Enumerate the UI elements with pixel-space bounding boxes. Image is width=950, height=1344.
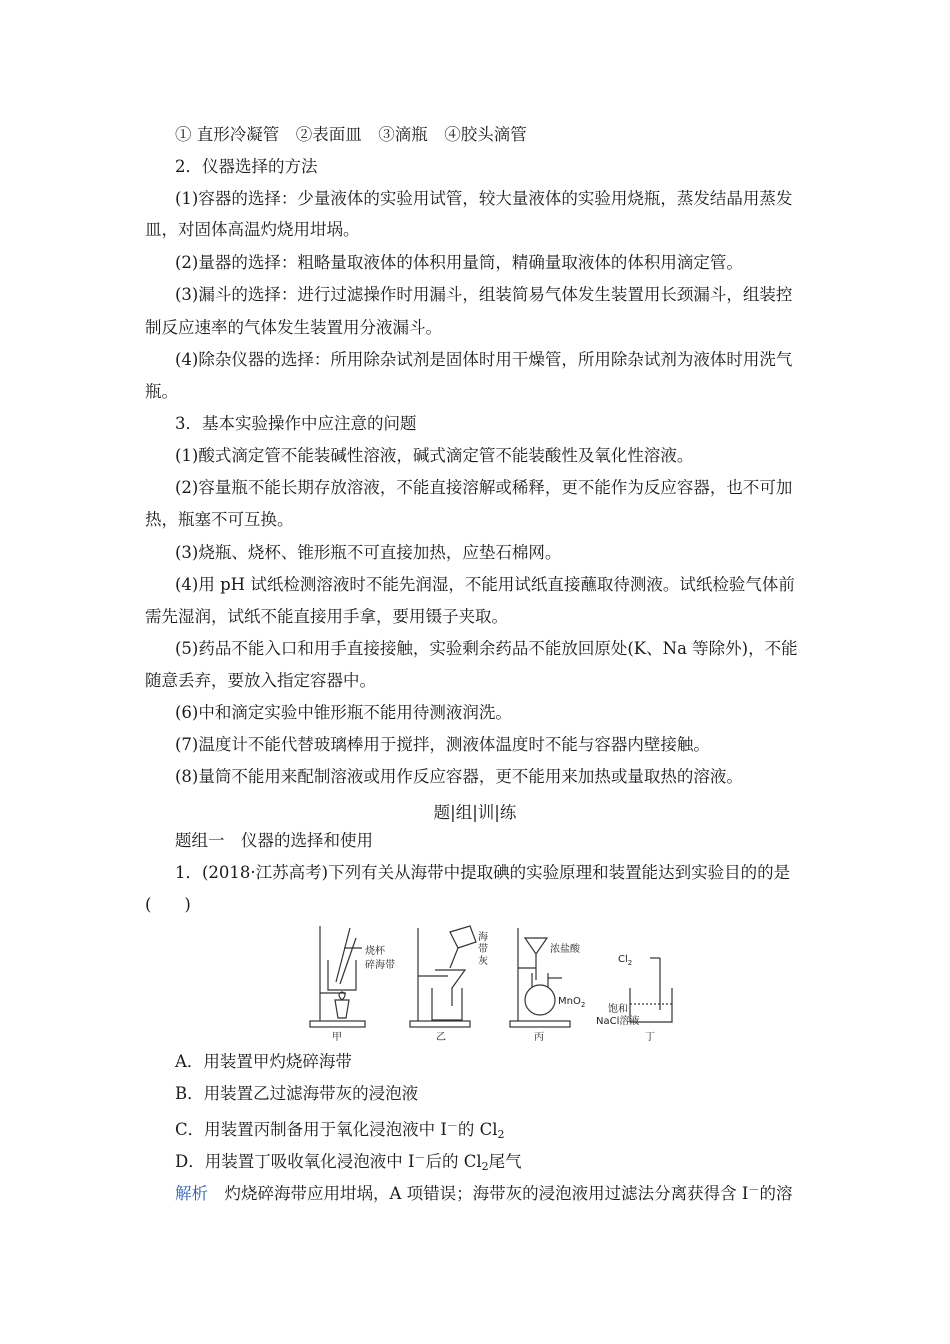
analysis-line: 解析 灼烧碎海带应用坩埚，A 项错误；海带灰的浸泡液用过滤法分离获得含 I－的溶 xyxy=(175,1183,793,1203)
text-line: (3)漏斗的选择：进行过滤操作时用漏斗，组装简易气体发生装置用长颈漏斗，组装控 xyxy=(175,285,793,304)
jia-base xyxy=(310,1021,365,1027)
text-line: 瓶。 xyxy=(145,382,178,401)
text-line: ① 直形冷凝管 ②表面皿 ③滴瓶 ④胶头滴管 xyxy=(175,125,527,144)
text-line: (3)烧瓶、烧杯、锥形瓶不可直接加热，应垫石棉网。 xyxy=(175,543,562,562)
label-bing: 丙 xyxy=(534,1032,544,1043)
text-line: (6)中和滴定实验中锥形瓶不能用待测液润洗。 xyxy=(175,703,512,722)
label-mno2: MnO$_2$ xyxy=(558,996,586,1009)
text-line: (5)药品不能入口和用手直接接触，实验剩余药品不能放回原处(K、Na 等除外)，不能 xyxy=(175,639,798,658)
label-cl2: $Cl_2$ xyxy=(618,954,633,967)
label-seaweed: 碎海带 xyxy=(365,960,395,971)
group-title: 题组一 仪器的选择和使用 xyxy=(175,831,373,850)
label-ash-2: 带 xyxy=(478,944,488,955)
text-line: (8)量筒不能用来配制溶液或用作反应容器，更不能用来加热或量取热的溶液。 xyxy=(175,767,743,786)
label-sat-1: 饱和 xyxy=(608,1004,628,1015)
apparatus-figure xyxy=(300,918,680,1043)
option-a: A．用装置甲灼烧碎海带 xyxy=(175,1052,352,1071)
label-ash-1: 海 xyxy=(478,932,488,943)
heading-2: 2．仪器选择的方法 xyxy=(175,157,318,176)
bing-sep-funnel xyxy=(525,938,547,954)
analysis-label: 解析 xyxy=(175,1184,208,1203)
text-line: (1)容器的选择：少量液体的实验用试管，较大量液体的实验用烧瓶，蒸发结晶用蒸发 xyxy=(175,189,793,208)
bing-flask xyxy=(525,985,555,1015)
text-line: 随意丢弃，要放入指定容器中。 xyxy=(145,671,376,690)
question-stem: 1．(2018·江苏高考)下列有关从海带中提取碘的实验原理和装置能达到实验目的的是 xyxy=(175,863,791,882)
label-ash-3: 灰 xyxy=(478,956,488,967)
option-d: D．用装置丁吸收氧化浸泡液中 I－后的 $Cl_2$尾气 xyxy=(175,1151,522,1173)
text-line: 制反应速率的气体发生装置用分液漏斗。 xyxy=(145,318,442,337)
label-beaker: 烧杯 xyxy=(365,946,385,957)
text-line: (2)量器的选择：粗略量取液体的体积用量筒，精确量取液体的体积用滴定管。 xyxy=(175,253,743,272)
text-line: (4)用 pH 试纸检测溶液时不能先润湿，不能用试纸直接蘸取待测液。试纸检验气体前 xyxy=(175,575,795,594)
section-heading: 题|组|训|练 xyxy=(433,803,517,822)
option-c: C．用装置丙制备用于氧化浸泡液中 I－的 $Cl_2$ xyxy=(175,1119,505,1141)
text-line: 热，瓶塞不可互换。 xyxy=(145,510,294,529)
label-acid: 浓盐酸 xyxy=(550,944,580,955)
text-line: (4)除杂仪器的选择：所用除杂试剂是固体时用干燥管，所用除杂试剂为液体时用洗气 xyxy=(175,350,793,369)
label-ding: 丁 xyxy=(645,1032,655,1043)
text-line: (1)酸式滴定管不能装碱性溶液，碱式滴定管不能装酸性及氧化性溶液。 xyxy=(175,446,694,465)
answer-blank: ( ) xyxy=(145,895,191,914)
text-line: 需先湿润，试纸不能直接用手拿，要用镊子夹取。 xyxy=(145,607,508,626)
jia-lamp xyxy=(335,1000,349,1018)
bing-base xyxy=(510,1021,570,1027)
yi-beaker xyxy=(432,988,462,1020)
yi-base xyxy=(410,1021,470,1027)
text-line: 皿，对固体高温灼烧用坩埚。 xyxy=(145,220,360,239)
heading-3: 3．基本实验操作中应注意的问题 xyxy=(175,414,417,433)
label-jia: 甲 xyxy=(332,1032,342,1043)
option-b: B．用装置乙过滤海带灰的浸泡液 xyxy=(175,1084,419,1103)
label-yi: 乙 xyxy=(436,1032,446,1043)
jia-beaker xyxy=(328,960,356,990)
label-sat-2: NaCl溶液 xyxy=(596,1016,640,1027)
text-line: (2)容量瓶不能长期存放溶液，不能直接溶解或稀释，更不能作为反应容器，也不可加 xyxy=(175,478,793,497)
text-line: (7)温度计不能代替玻璃棒用于搅拌，测液体温度时不能与容器内壁接触。 xyxy=(175,735,710,754)
